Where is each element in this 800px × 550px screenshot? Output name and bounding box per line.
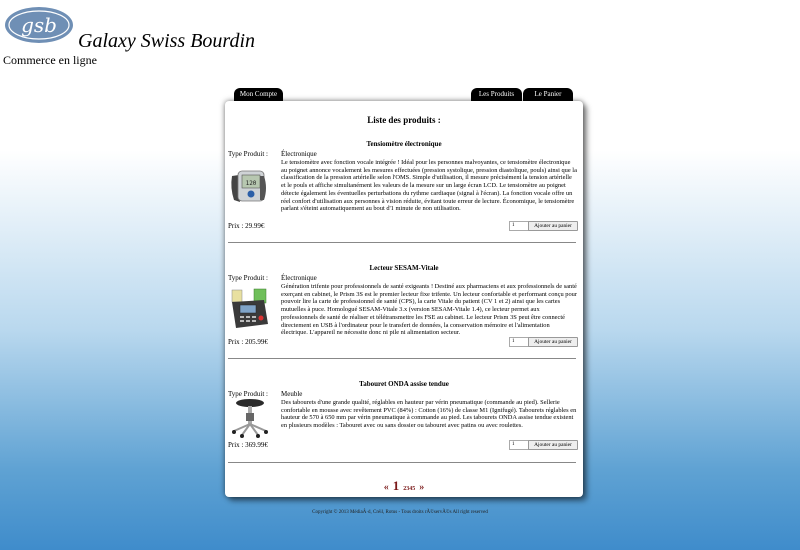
add-to-cart-button[interactable]: Ajouter au panier	[528, 337, 578, 347]
product-separator	[228, 242, 576, 243]
product-name: Tensiomètre électronique	[366, 140, 442, 148]
product-type: Électronique	[281, 150, 317, 158]
product-price: Prix : 29.99€	[228, 222, 265, 230]
product-name: Lecteur SESAM-Vitale	[369, 264, 439, 272]
card-reader-image	[228, 288, 272, 330]
product-description: Des tabourets d'une grande qualité, réglables en hauteur par vérin pneumatique (commande au pied). Sellerie confortable en mousse avec revêtement PVC (84%) : Cotton (16%) de classe M1 (Ignifugé). Tabourets réglables en hauteur de 570 à 650 mm par vérin pneumatique à commande au pied. Les tabourets ONDA assise tendue existent en plusieurs modèles : Tabouret avec ou sans dossier ou tabouret avec patins ou avec roulettes.	[281, 399, 577, 430]
product-separator	[228, 358, 576, 359]
tab-products[interactable]: Les Produits	[471, 88, 522, 101]
prev-page-link[interactable]: «	[383, 482, 389, 493]
product-type-label: Type Produit :	[228, 274, 268, 282]
stool-image	[228, 397, 272, 439]
product-description: Génération trifente pour professionnels de santé exigeants ! Destiné aux pharmaciens et aux professionnels de santé exerçant en cabinet, le Prism 3S est le premier lecteur fixe trifente. Un lecteur confortable et performant conçu pour pouvoir lire la carte de professionnel de santé (CPS), la carte Vitale du patient (CV 1 et 2) ainsi que les cartes mutuelles à puce. Homologué SESAM-Vitale 3.x (version SESAM-Vitale 1.4), ce lecteur permet aux professionnels de santé de réaliser et télétransmettre les FSE au cabinet. Le lecteur Prism 3S peut être connecté directement en USB à l'ordinateur pour le transfert de données, la conservation mémoire et l'alimentation électrique. L'appareil ne nécessite donc ni pile ni alimentation secteur.	[281, 283, 577, 337]
page-title: Liste des produits :	[367, 115, 441, 125]
product-list-panel	[225, 101, 583, 497]
svg-text:120: 120	[245, 180, 257, 187]
add-to-cart-button[interactable]: Ajouter au panier	[528, 221, 578, 231]
add-to-cart-button[interactable]: Ajouter au panier	[528, 440, 578, 450]
page-links[interactable]: 2345	[403, 486, 416, 492]
product-type: Électronique	[281, 274, 317, 282]
pagination	[225, 477, 583, 495]
next-page-link[interactable]: »	[419, 482, 425, 493]
product-type: Meuble	[281, 390, 303, 398]
gsb-logo	[4, 4, 74, 46]
quantity-input[interactable]: 1	[509, 440, 529, 450]
site-tagline: Commerce en ligne	[3, 53, 97, 67]
tab-cart[interactable]: Le Panier	[523, 88, 573, 101]
blood-pressure-monitor-image	[228, 166, 270, 206]
product-name: Tabouret ONDA assise tendue	[359, 380, 449, 388]
product-price: Prix : 369.99€	[228, 441, 268, 449]
product-description: Le tensiomètre avec fonction vocale intégrée ! Idéal pour les personnes malvoyantes, ce tensiomètre électronique au poignet annonce vocalement les mesures effectuées (pression systolique, pression diastolique, pouls) ainsi que la classification de la pression artérielle selon l'OMS. Simple d'utilisation, il mesure précisément la tension artérielle et le pouls et affiche simultanément les valeurs de la mesure sur un large écran LCD. Le tensiomètre au poignet détecte également les éventuelles perturbations du rythme cardiaque (signal à l'écran). La fonction vocale offre un réel confort d'utilisation aux personnes à vision réduite, évitant toute erreur de lecture. Économique, le tensiomètre parlant s'éteint automatiquement au bout d'1 minute de non utilisation.	[281, 159, 577, 213]
quantity-input[interactable]: 1	[509, 337, 529, 347]
footer-copyright: Copyright © 2013 MédiaÂ·d, Créil, Rotus - Tous droits rÃ©servÃ©s All right reserved	[312, 510, 488, 515]
product-separator	[228, 462, 576, 463]
tab-my-account[interactable]: Mon Compte	[234, 88, 283, 101]
product-item	[225, 140, 583, 240]
product-item	[225, 380, 583, 460]
product-item	[225, 264, 583, 354]
product-type-label: Type Produit :	[228, 150, 268, 158]
current-page: 1	[392, 478, 400, 493]
svg-text:gsb: gsb	[21, 13, 57, 37]
quantity-input[interactable]: 1	[509, 221, 529, 231]
site-title: Galaxy Swiss Bourdin	[78, 30, 256, 52]
product-type-label: Type Produit :	[228, 390, 268, 398]
product-price: Prix : 205.99€	[228, 338, 268, 346]
